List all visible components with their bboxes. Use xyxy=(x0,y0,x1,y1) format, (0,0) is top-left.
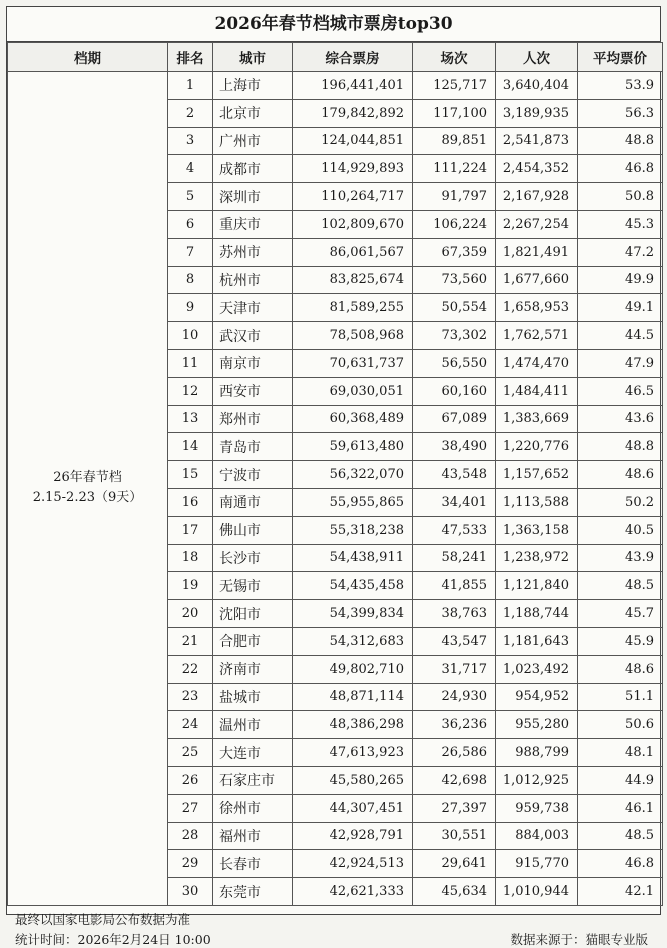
box-office-cell: 54,312,683 xyxy=(293,627,413,655)
city-cell: 沈阳市 xyxy=(213,600,293,628)
period-range: 2.15-2.23（9天） xyxy=(32,490,143,506)
rank-cell: 4 xyxy=(168,155,213,183)
header-period: 档期 xyxy=(8,43,168,72)
rank-cell: 17 xyxy=(168,516,213,544)
shows-cell: 91,797 xyxy=(413,183,496,211)
shows-cell: 58,241 xyxy=(413,544,496,572)
shows-cell: 117,100 xyxy=(413,99,496,127)
avg-price-cell: 45.3 xyxy=(578,210,663,238)
box-office-cell: 45,580,265 xyxy=(293,766,413,794)
box-office-cell: 60,368,489 xyxy=(293,405,413,433)
audience-cell: 1,474,470 xyxy=(496,349,578,377)
avg-price-cell: 48.6 xyxy=(578,461,663,489)
rank-cell: 14 xyxy=(168,433,213,461)
shows-cell: 31,717 xyxy=(413,655,496,683)
box-office-cell: 54,399,834 xyxy=(293,600,413,628)
audience-cell: 1,762,571 xyxy=(496,322,578,350)
shows-cell: 56,550 xyxy=(413,349,496,377)
audience-cell: 1,383,669 xyxy=(496,405,578,433)
box-office-cell: 49,802,710 xyxy=(293,655,413,683)
header-shows: 场次 xyxy=(413,43,496,72)
box-office-cell: 48,871,114 xyxy=(293,683,413,711)
rank-cell: 24 xyxy=(168,711,213,739)
city-cell: 苏州市 xyxy=(213,238,293,266)
avg-price-cell: 43.9 xyxy=(578,544,663,572)
audience-cell: 1,181,643 xyxy=(496,627,578,655)
box-office-cell: 42,621,333 xyxy=(293,878,413,906)
avg-price-cell: 50.2 xyxy=(578,488,663,516)
rank-cell: 12 xyxy=(168,377,213,405)
box-office-cell: 54,438,911 xyxy=(293,544,413,572)
rank-cell: 3 xyxy=(168,127,213,155)
audience-cell: 2,267,254 xyxy=(496,210,578,238)
rank-cell: 16 xyxy=(168,488,213,516)
audience-cell: 988,799 xyxy=(496,739,578,767)
avg-price-cell: 48.8 xyxy=(578,433,663,461)
avg-price-cell: 49.9 xyxy=(578,266,663,294)
city-cell: 长沙市 xyxy=(213,544,293,572)
box-office-cell: 48,386,298 xyxy=(293,711,413,739)
shows-cell: 43,548 xyxy=(413,461,496,489)
audience-cell: 3,189,935 xyxy=(496,99,578,127)
shows-cell: 67,089 xyxy=(413,405,496,433)
audience-cell: 915,770 xyxy=(496,850,578,878)
rank-cell: 23 xyxy=(168,683,213,711)
avg-price-cell: 44.9 xyxy=(578,766,663,794)
city-cell: 深圳市 xyxy=(213,183,293,211)
rank-cell: 25 xyxy=(168,739,213,767)
box-office-table xyxy=(7,42,663,906)
city-cell: 长春市 xyxy=(213,850,293,878)
box-office-cell: 54,435,458 xyxy=(293,572,413,600)
box-office-cell: 47,613,923 xyxy=(293,739,413,767)
shows-cell: 89,851 xyxy=(413,127,496,155)
rank-cell: 15 xyxy=(168,461,213,489)
period-name: 26年春节档 xyxy=(53,470,122,486)
shows-cell: 125,717 xyxy=(413,72,496,100)
avg-price-cell: 49.1 xyxy=(578,294,663,322)
audience-cell: 1,658,953 xyxy=(496,294,578,322)
avg-price-cell: 48.8 xyxy=(578,127,663,155)
shows-cell: 67,359 xyxy=(413,238,496,266)
audience-cell: 1,484,411 xyxy=(496,377,578,405)
rank-cell: 13 xyxy=(168,405,213,433)
table-title: 2026年春节档城市票房top30 xyxy=(7,7,660,42)
city-cell: 郑州市 xyxy=(213,405,293,433)
box-office-cell: 124,044,851 xyxy=(293,127,413,155)
box-office-cell: 179,842,892 xyxy=(293,99,413,127)
rank-cell: 2 xyxy=(168,99,213,127)
avg-price-cell: 47.9 xyxy=(578,349,663,377)
avg-price-cell: 46.8 xyxy=(578,850,663,878)
audience-cell: 1,238,972 xyxy=(496,544,578,572)
avg-price-cell: 47.2 xyxy=(578,238,663,266)
audience-cell: 1,010,944 xyxy=(496,878,578,906)
shows-cell: 106,224 xyxy=(413,210,496,238)
shows-cell: 41,855 xyxy=(413,572,496,600)
city-cell: 北京市 xyxy=(213,99,293,127)
box-office-cell: 78,508,968 xyxy=(293,322,413,350)
rank-cell: 19 xyxy=(168,572,213,600)
box-office-cell: 59,613,480 xyxy=(293,433,413,461)
city-cell: 上海市 xyxy=(213,72,293,100)
footer-source: 数据来源于：猫眼专业版 xyxy=(510,931,648,947)
box-office-cell: 42,928,791 xyxy=(293,822,413,850)
box-office-cell: 69,030,051 xyxy=(293,377,413,405)
avg-price-cell: 48.5 xyxy=(578,572,663,600)
box-office-cell: 196,441,401 xyxy=(293,72,413,100)
shows-cell: 26,586 xyxy=(413,739,496,767)
audience-cell: 1,188,744 xyxy=(496,600,578,628)
city-cell: 杭州市 xyxy=(213,266,293,294)
shows-cell: 111,224 xyxy=(413,155,496,183)
footer-stat-time: 统计时间：2026年2月24日 10:00 xyxy=(15,931,211,947)
avg-price-cell: 50.6 xyxy=(578,711,663,739)
city-cell: 青岛市 xyxy=(213,433,293,461)
rank-cell: 20 xyxy=(168,600,213,628)
shows-cell: 43,547 xyxy=(413,627,496,655)
audience-cell: 1,157,652 xyxy=(496,461,578,489)
avg-price-cell: 43.6 xyxy=(578,405,663,433)
shows-cell: 47,533 xyxy=(413,516,496,544)
rank-cell: 29 xyxy=(168,850,213,878)
avg-price-cell: 46.5 xyxy=(578,377,663,405)
avg-price-cell: 45.7 xyxy=(578,600,663,628)
avg-price-cell: 40.5 xyxy=(578,516,663,544)
rank-cell: 8 xyxy=(168,266,213,294)
rank-cell: 27 xyxy=(168,794,213,822)
city-cell: 济南市 xyxy=(213,655,293,683)
header-city: 城市 xyxy=(213,43,293,72)
avg-price-cell: 48.1 xyxy=(578,739,663,767)
box-office-cell: 83,825,674 xyxy=(293,266,413,294)
city-cell: 武汉市 xyxy=(213,322,293,350)
shows-cell: 29,641 xyxy=(413,850,496,878)
audience-cell: 1,113,588 xyxy=(496,488,578,516)
box-office-cell: 102,809,670 xyxy=(293,210,413,238)
shows-cell: 38,490 xyxy=(413,433,496,461)
footer-note: 最终以国家电影局公布数据为准 xyxy=(15,911,191,927)
avg-price-cell: 51.1 xyxy=(578,683,663,711)
avg-price-cell: 46.8 xyxy=(578,155,663,183)
box-office-cell: 42,924,513 xyxy=(293,850,413,878)
shows-cell: 34,401 xyxy=(413,488,496,516)
avg-price-cell: 56.3 xyxy=(578,99,663,127)
rank-cell: 18 xyxy=(168,544,213,572)
shows-cell: 73,560 xyxy=(413,266,496,294)
box-office-cell: 55,318,238 xyxy=(293,516,413,544)
avg-price-cell: 44.5 xyxy=(578,322,663,350)
shows-cell: 45,634 xyxy=(413,878,496,906)
shows-cell: 24,930 xyxy=(413,683,496,711)
shows-cell: 50,554 xyxy=(413,294,496,322)
city-cell: 徐州市 xyxy=(213,794,293,822)
audience-cell: 1,220,776 xyxy=(496,433,578,461)
rank-cell: 30 xyxy=(168,878,213,906)
shows-cell: 27,397 xyxy=(413,794,496,822)
header-row xyxy=(8,43,663,72)
shows-cell: 38,763 xyxy=(413,600,496,628)
audience-cell: 954,952 xyxy=(496,683,578,711)
header-rank: 排名 xyxy=(168,43,213,72)
shows-cell: 30,551 xyxy=(413,822,496,850)
avg-price-cell: 48.5 xyxy=(578,822,663,850)
city-cell: 东莞市 xyxy=(213,878,293,906)
rank-cell: 28 xyxy=(168,822,213,850)
period-cell xyxy=(8,72,168,906)
box-office-cell: 56,322,070 xyxy=(293,461,413,489)
city-cell: 广州市 xyxy=(213,127,293,155)
box-office-cell: 114,929,893 xyxy=(293,155,413,183)
city-cell: 南通市 xyxy=(213,488,293,516)
city-cell: 佛山市 xyxy=(213,516,293,544)
audience-cell: 1,363,158 xyxy=(496,516,578,544)
city-cell: 西安市 xyxy=(213,377,293,405)
rank-cell: 22 xyxy=(168,655,213,683)
box-office-cell: 86,061,567 xyxy=(293,238,413,266)
audience-cell: 884,003 xyxy=(496,822,578,850)
audience-cell: 1,677,660 xyxy=(496,266,578,294)
audience-cell: 959,738 xyxy=(496,794,578,822)
rank-cell: 5 xyxy=(168,183,213,211)
city-cell: 福州市 xyxy=(213,822,293,850)
rank-cell: 1 xyxy=(168,72,213,100)
header-avg-price: 平均票价 xyxy=(578,43,663,72)
avg-price-cell: 46.1 xyxy=(578,794,663,822)
shows-cell: 42,698 xyxy=(413,766,496,794)
audience-cell: 2,454,352 xyxy=(496,155,578,183)
audience-cell: 2,167,928 xyxy=(496,183,578,211)
city-cell: 大连市 xyxy=(213,739,293,767)
avg-price-cell: 48.6 xyxy=(578,655,663,683)
audience-cell: 1,023,492 xyxy=(496,655,578,683)
box-office-cell: 81,589,255 xyxy=(293,294,413,322)
city-cell: 南京市 xyxy=(213,349,293,377)
rank-cell: 26 xyxy=(168,766,213,794)
rank-cell: 11 xyxy=(168,349,213,377)
rank-cell: 9 xyxy=(168,294,213,322)
city-cell: 成都市 xyxy=(213,155,293,183)
audience-cell: 1,821,491 xyxy=(496,238,578,266)
shows-cell: 60,160 xyxy=(413,377,496,405)
header-box-office: 综合票房 xyxy=(293,43,413,72)
rank-cell: 7 xyxy=(168,238,213,266)
rank-cell: 21 xyxy=(168,627,213,655)
audience-cell: 2,541,873 xyxy=(496,127,578,155)
audience-cell: 1,121,840 xyxy=(496,572,578,600)
city-cell: 石家庄市 xyxy=(213,766,293,794)
box-office-cell: 70,631,737 xyxy=(293,349,413,377)
city-cell: 宁波市 xyxy=(213,461,293,489)
audience-cell: 1,012,925 xyxy=(496,766,578,794)
city-cell: 天津市 xyxy=(213,294,293,322)
footer xyxy=(7,906,660,946)
audience-cell: 955,280 xyxy=(496,711,578,739)
avg-price-cell: 53.9 xyxy=(578,72,663,100)
box-office-cell: 44,307,451 xyxy=(293,794,413,822)
box-office-sheet xyxy=(6,6,661,947)
table-row xyxy=(8,72,663,100)
shows-cell: 36,236 xyxy=(413,711,496,739)
box-office-cell: 55,955,865 xyxy=(293,488,413,516)
avg-price-cell: 50.8 xyxy=(578,183,663,211)
city-cell: 重庆市 xyxy=(213,210,293,238)
rank-cell: 6 xyxy=(168,210,213,238)
city-cell: 无锡市 xyxy=(213,572,293,600)
avg-price-cell: 45.9 xyxy=(578,627,663,655)
city-cell: 合肥市 xyxy=(213,627,293,655)
city-cell: 温州市 xyxy=(213,711,293,739)
header-audience: 人次 xyxy=(496,43,578,72)
city-cell: 盐城市 xyxy=(213,683,293,711)
shows-cell: 73,302 xyxy=(413,322,496,350)
audience-cell: 3,640,404 xyxy=(496,72,578,100)
rank-cell: 10 xyxy=(168,322,213,350)
box-office-cell: 110,264,717 xyxy=(293,183,413,211)
avg-price-cell: 42.1 xyxy=(578,878,663,906)
